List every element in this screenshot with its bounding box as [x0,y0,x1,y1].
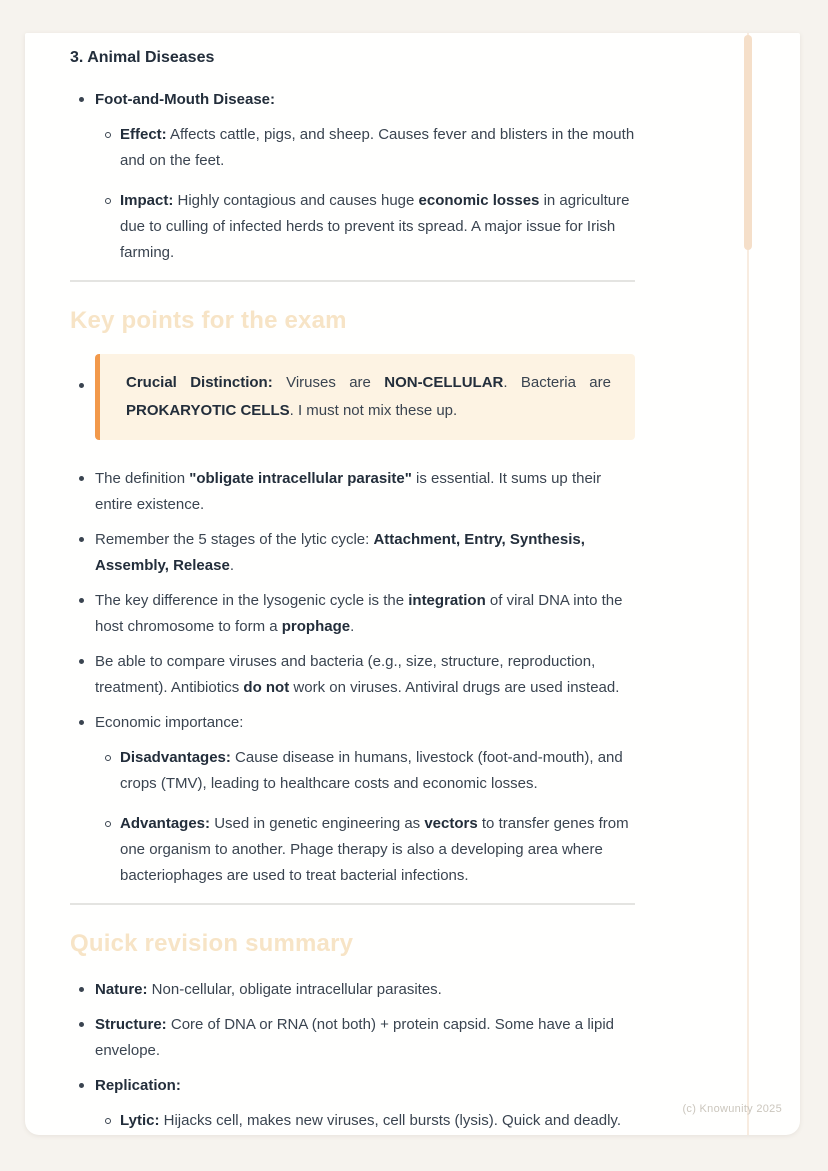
bullet-item [70,977,635,1003]
bullet-item [70,87,635,113]
sub-bullet-circle-icon [105,198,111,204]
bullet-dot-icon [79,987,84,992]
section-divider [70,903,635,905]
bullet-text: Remember the 5 stages of the lytic cycle: Attachment, Entry, Synthesis, Assembly, Release. [95,531,585,574]
scrollbar-thumb[interactable] [744,35,752,250]
bullet-text: Structure: Core of DNA or RNA (not both) + protein capsid. Some have a lipid envelope. [95,1016,614,1059]
bullet-text: Nature: Non-cellular, obligate intracellular parasites. [95,981,442,998]
doc-subheading: 3. Animal Diseases [70,49,215,66]
sub-bullet-item [70,188,635,266]
bullet-text: Effect: Affects cattle, pigs, and sheep. Causes fever and blisters in the mouth and on the feet. [120,126,635,169]
copyright-watermark: (c) Knowunity 2025 [682,1103,782,1115]
sub-bullet-circle-icon [105,132,111,138]
bullet-text: The definition "obligate intracellular parasite" is essential. It sums up their entire existence. [95,470,602,513]
faded-section-heading: Key points for the exam [70,307,347,334]
bullet-dot-icon [79,1083,84,1088]
callout-box: Crucial Distinction: Viruses are NON-CELLULAR. Bacteria are PROKARYOTIC CELLS. I must not mix these up. [95,354,635,440]
sub-bullet-circle-icon [105,755,111,761]
sub-bullet-item [70,1108,635,1134]
bullet-text: Economic importance: [95,714,244,731]
callout-item [70,354,635,440]
bullet-text: Be able to compare viruses and bacteria (e.g., size, structure, reproduction, treatment). Antibiotics do not work on viruses. Antiviral drugs are used instead. [95,653,620,696]
bullet-text: Disadvantages: Cause disease in humans, livestock (foot-and-mouth), and crops (TMV), leading to healthcare costs and economic losses. [120,749,623,792]
bullet-item [70,710,635,736]
bullet-item [70,466,635,518]
bullet-item [70,1012,635,1064]
bullet-text: Advantages: Used in genetic engineering as vectors to transfer genes from one organism to another. Phage therapy is also a developing area where bacteriophages are used to treat bacterial infections. [120,815,629,884]
bullet-text: Impact: Highly contagious and causes huge economic losses in agriculture due to culling of infected herds to prevent its spread. A major issue for Irish farming. [120,192,630,261]
bullet-text: Foot-and-Mouth Disease: [95,91,275,108]
bullet-text: Lytic: Hijacks cell, makes new viruses, cell bursts (lysis). Quick and deadly. [120,1112,621,1129]
sub-bullet-item [70,745,635,797]
faded-section-heading: Quick revision summary [70,930,354,957]
bullet-dot-icon [79,476,84,481]
bullet-dot-icon [79,720,84,725]
section-divider [70,280,635,282]
bullet-item [70,527,635,579]
bullet-text: The key difference in the lysogenic cycle is the integration of viral DNA into the host chromosome to form a prophage. [95,592,623,635]
bullet-dot-icon [79,383,84,388]
document-page [25,33,800,1135]
bullet-dot-icon [79,598,84,603]
sub-bullet-circle-icon [105,821,111,827]
bullet-item [70,1073,635,1099]
document-content [70,45,635,1134]
bullet-dot-icon [79,537,84,542]
bullet-item [70,588,635,640]
sub-bullet-item [70,811,635,889]
bullet-dot-icon [79,97,84,102]
bullet-dot-icon [79,1022,84,1027]
sub-bullet-circle-icon [105,1118,111,1124]
bullet-dot-icon [79,659,84,664]
bullet-item [70,649,635,701]
sub-bullet-item [70,122,635,174]
bullet-text: Replication: [95,1077,181,1094]
